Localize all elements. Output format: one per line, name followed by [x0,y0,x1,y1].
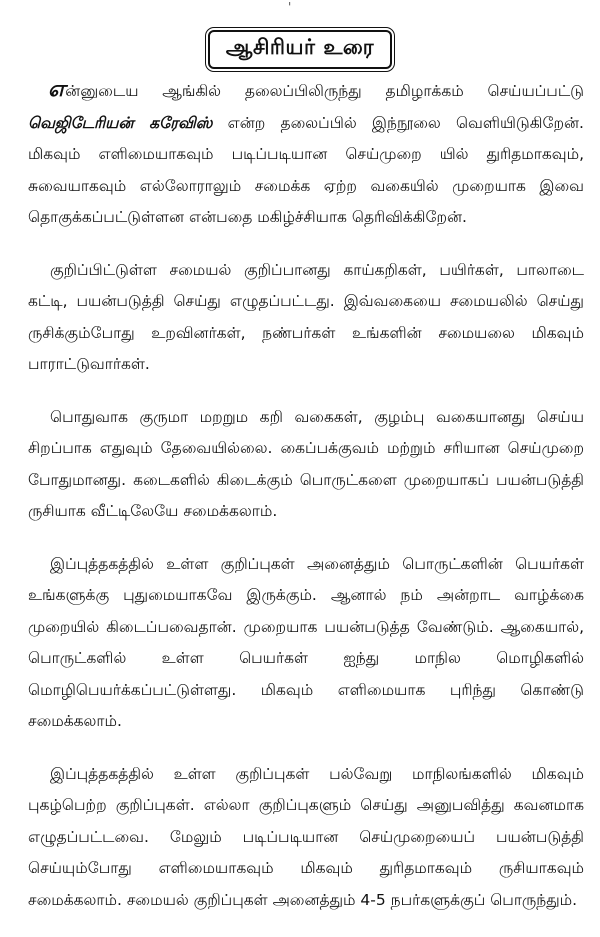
top-mark: ' [288,0,292,14]
drop-cap: எ [48,77,66,102]
paragraph-1 [28,74,584,234]
book-title-highlight: வெஜிடேரியன் கரேவிஸ் [28,113,213,132]
paragraph-1-text-a: ன்னுடைய ஆங்கில் தலைப்பிலிருந்து தமிழாக்கம் செய்யப்பட்டு [65,82,584,100]
paragraph-2: குறிப்பிட்டுள்ள சமையல் குறிப்பானது காய்கறிகள், பயிர்கள், பாலாடை கட்டி, பயன்படுத்தி செய்து எழுதப்பட்டது. இவ்வகையை சமையலில் செய்து ருசிக்கும்போது உறவினர்கள், நண்பர்கள் உங்களின் சமையலை மிகவும் பாராட்டுவார்கள். [28,260,584,373]
page-title: ஆசிரியர் உரை [208,30,392,69]
paragraph-3: பொதுவாக குருமா மறறும கறி வகைகள், குழம்பு வகையானது செய்ய சிறப்பாக எதுவும் தேவையில்லை. கைப்பக்குவம் மற்றும் சரியான செய்முறை போதுமானது. கடைகளில் கிடைக்கும் பொருட்களை முறையாகப் பயன்படுத்தி ருசியாக வீட்டிலேயே சமைக்கலாம். [28,407,584,520]
body-text [28,74,584,937]
paragraph-5: இப்புத்தகத்தில் உள்ள குறிப்புகள் பல்வேறு மாநிலங்களில் மிகவும் புகழ்பெற்ற குறிப்புகள். எல்லா குறிப்புகளும் செய்து அனுபவித்து கவனமாக எழுதப்பட்டவை. மேலும் படிப்படியான செய்முறையைப் பயன்படுத்தி செய்யும்போது எளிமையாகவும் மிகவும் துரிதமாகவும் ருசியாகவும் சமைக்கலாம். சமையல் குறிப்புகள் அனைத்தும் 4-5 நபர்களுக்குப் பொருந்தும். [28,764,584,909]
paragraph-4: இப்புத்தகத்தில் உள்ள குறிப்புகள் அனைத்தும் பொருட்களின் பெயர்கள் உங்களுக்கு புதுமையாகவே இருக்கும். ஆனால் நம் அன்றாட வாழ்க்கை முறையில் கிடைப்பவைதான். முறையாக பயன்படுத்த வேண்டும். ஆகையால், பொருட்களில் உள்ள பெயர்கள் ஐந்து மாநில மொழிகளில் மொழிபெயர்க்கப்பட்டுள்ளது. மிகவும் எளிமையாக புரிந்து கொண்டு சமைக்கலாம். [28,554,584,730]
paragraph-1-text-b: என்ற தலைப்பில் இந்நூலை வெளியிடுகிறேன். மிகவும் எளிமையாகவும் படிப்படியான செய்முறை யில் துரிதமாகவும், சுவையாகவும் எல்லோராலும் சமைக்க ஏற்ற வகையில் முறையாக இவை தொகுக்கப்பட்டுள்ளன என்பதை மகிழ்ச்சியாக தெரிவிக்கிறேன். [28,113,584,226]
title-area [0,30,600,69]
